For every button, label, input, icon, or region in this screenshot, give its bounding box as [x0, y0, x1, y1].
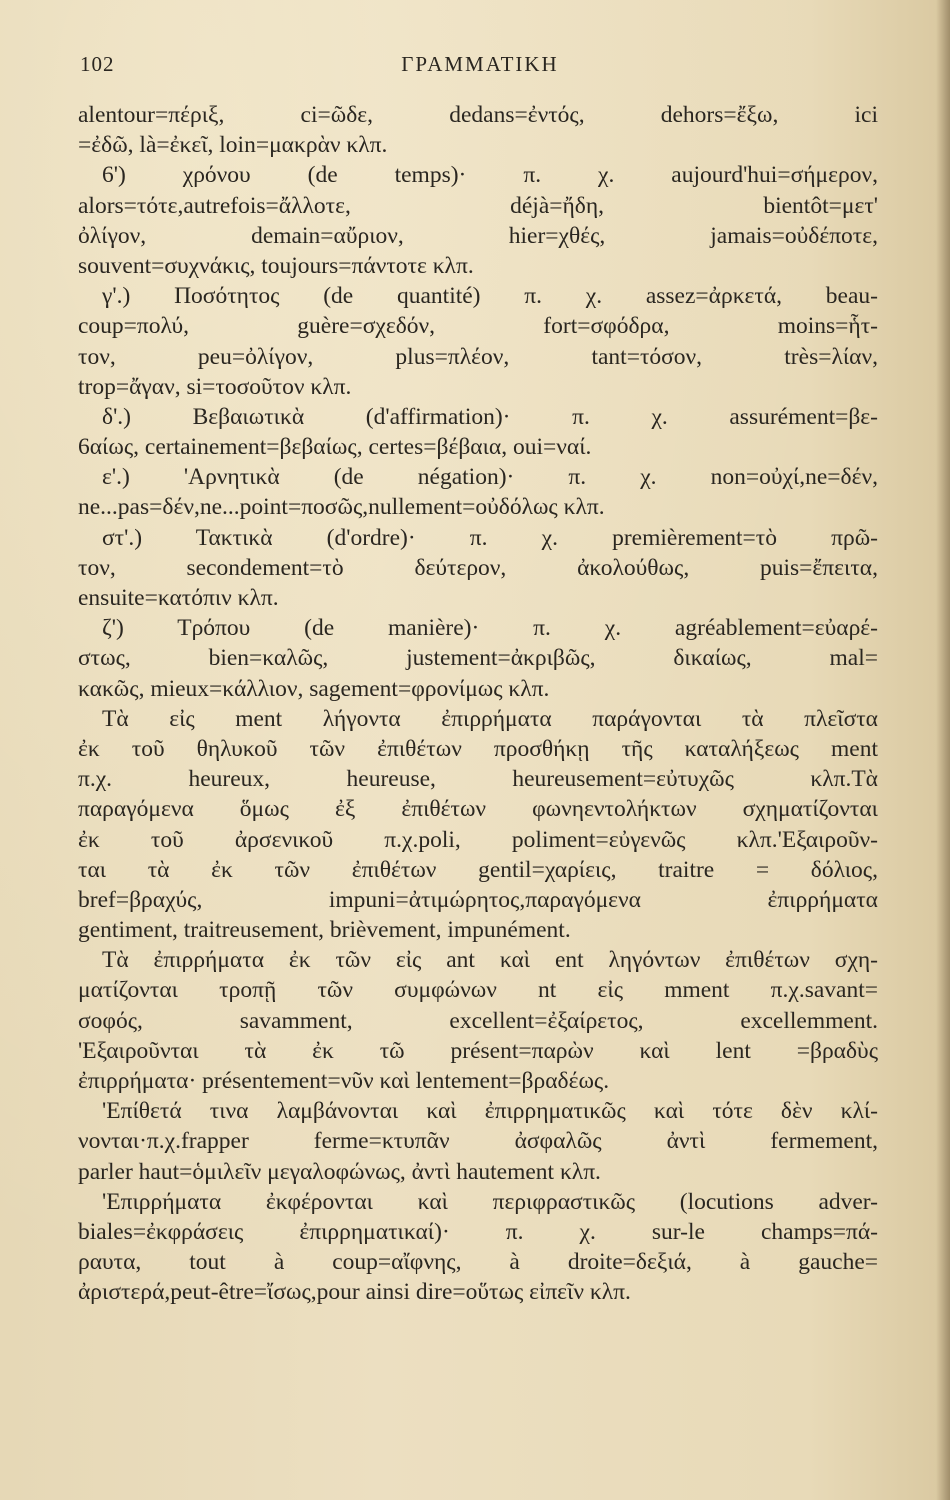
text-line: ἐπιρρήματα· présentement=νῦν καὶ lentement=βραδέως.	[78, 1068, 610, 1094]
text-line: alors=τότε,autrefois=ἄλλοτε, déjà=ἤδη, bientôt=μετ'	[78, 192, 878, 219]
text-line: souvent=συχνάκις, toujours=πάντοτε κλπ.	[78, 252, 474, 279]
text-line: τον, peu=ὀλίγον, plus=πλέον, tant=τόσον, très=λίαν,	[78, 343, 878, 370]
text-line: Τὰ εἰς ment λήγοντα ἐπιρρήματα παράγονται τὰ πλεῖστα	[102, 705, 878, 732]
text-line: 'Επίθετά τινα λαμβάνονται καὶ ἐπιρρηματικῶς καὶ τότε δὲν κλί-	[102, 1098, 878, 1125]
text-line: coup=πολύ, guère=σχεδόν, fort=σφόδρα, moins=ἧτ-	[78, 313, 878, 340]
text-line: gentiment, traitreusement, brièvement, impunément.	[78, 917, 571, 944]
page-number: 102	[80, 52, 115, 76]
page-header	[80, 52, 880, 82]
text-line: ραυτα, tout à coup=αἴφνης, à droite=δεξιά, à gauche=	[78, 1249, 878, 1276]
text-line: π.χ. heureux, heureuse, heureusement=εὐτυχῶς κλπ.Τὰ	[78, 766, 878, 793]
text-line: 6') χρόνου (de temps)· π. χ. aujourd'hui=σήμερον,	[102, 162, 878, 189]
text-line: ensuite=κατόπιν κλπ.	[78, 585, 279, 611]
text-line: ἐκ τοῦ ἀρσενικοῦ π.χ.poli, poliment=εὐγενῶς κλπ.'Εξαιροῦν-	[78, 826, 878, 853]
body-text	[78, 100, 878, 1308]
text-line: ε'.) 'Αρνητικὰ (de négation)· π. χ. non=οὐχί,ne=δέν,	[102, 464, 878, 491]
text-line: δ'.) Βεβαιωτικὰ (d'affirmation)· π. χ. assurément=βε-	[102, 403, 878, 430]
text-line: ται τὰ ἐκ τῶν ἐπιθέτων gentil=χαρίεις, traitre = δόλιος,	[78, 856, 878, 883]
text-line: παραγόμενα ὅμως ἐξ ἐπιθέτων φωνηεντολήκτων σχηματίζονται	[78, 796, 878, 823]
text-line: trop=ἄγαν, si=τοσοῦτον κλπ.	[78, 373, 352, 400]
text-line: νονται·π.χ.frapper ferme=κτυπᾶν ἀσφαλῶς ἀντὶ fermement,	[78, 1128, 878, 1155]
running-head: ΓΡΑΜΜΑΤΙΚΗ	[401, 52, 559, 76]
text-line: σοφός, savamment, excellent=ἐξαίρετος, excellemment.	[78, 1007, 878, 1034]
text-line: 'Επιρρήματα ἐκφέρονται καὶ περιφραστικῶς (locutions adver-	[102, 1188, 878, 1215]
text-line: 6αίως, certainement=βεβαίως, certes=βέβαια, oui=ναί.	[78, 434, 592, 461]
text-line: ὀλίγον, demain=αὔριον, hier=χθές, jamais=οὐδέποτε,	[78, 222, 878, 249]
text-line: bref=βραχύς, impuni=ἀτιμώρητος,παραγόμενα ἐπιρρήματα	[78, 886, 878, 913]
text-line: τον, secondement=τὸ δεύτερον, ἀκολούθως, puis=ἔπειτα,	[78, 554, 878, 581]
text-line: ἀριστερά,peut-être=ἴσως,pour ainsi dire=οὕτως εἰπεῖν κλπ.	[78, 1279, 631, 1306]
text-line: ne...pas=δέν,ne...point=ποσῶς,nullement=οὐδόλως κλπ.	[78, 494, 605, 521]
text-line: ζ') Τρόπου (de manière)· π. χ. agréablement=εὐαρέ-	[102, 615, 878, 642]
text-line: στ'.) Τακτικὰ (d'ordre)· π. χ. premièrement=τὸ πρῶ-	[102, 524, 878, 551]
text-line: biales=ἐκφράσεις ἐπιρρηματικαί)· π. χ. sur-le champs=πά-	[78, 1218, 878, 1245]
text-line: ματίζονται τροπῇ τῶν συμφώνων nt εἰς mment π.χ.savant=	[78, 977, 878, 1004]
text-line: 'Εξαιροῦνται τὰ ἐκ τῶ présent=παρὼν καὶ lent =βραδὺς	[78, 1037, 878, 1064]
text-line: parler haut=ὁμιλεῖν μεγαλοφώνως, ἀντὶ hautement κλπ.	[78, 1158, 601, 1185]
text-line: alentour=πέριξ, ci=ῶδε, dedans=ἐντός, dehors=ἔξω, ici	[78, 102, 878, 128]
text-line: κακῶς, mieux=κάλλιον, sagement=φρονίμως κλπ.	[78, 675, 550, 702]
page-edge-shadow	[936, 0, 950, 1500]
text-line: ἐκ τοῦ θηλυκοῦ τῶν ἐπιθέτων προσθήκῃ τῆς καταλήξεως ment	[78, 735, 878, 762]
text-line: =ἐδῶ, là=ἐκεῖ, loin=μακρὰν κλπ.	[78, 132, 388, 159]
text-line: στως, bien=καλῶς, justement=ἀκριβῶς, δικαίως, mal=	[78, 645, 878, 672]
text-line: γ'.) Ποσότητος (de quantité) π. χ. assez=ἀρκετά, beau-	[102, 283, 878, 310]
text-line: Τὰ ἐπιρρήματα ἐκ τῶν εἰς ant καὶ ent ληγόντων ἐπιθέτων σχη-	[102, 947, 878, 974]
